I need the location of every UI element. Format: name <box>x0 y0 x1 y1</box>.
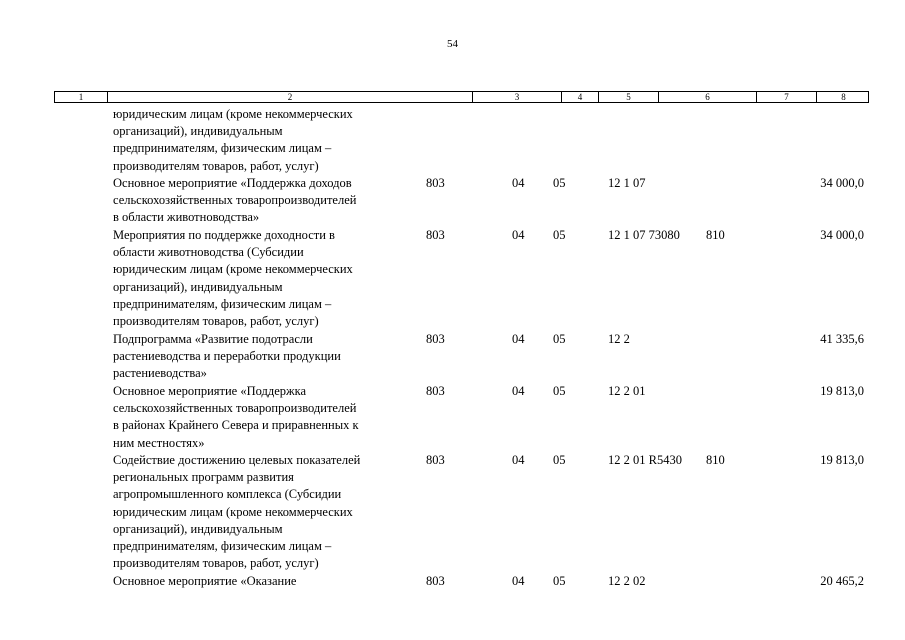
row-col-7: 810 <box>706 228 725 242</box>
row-col-4: 04 <box>512 574 525 588</box>
row-col-5: 05 <box>553 176 566 190</box>
row-col-5: 05 <box>553 384 566 398</box>
row-col-6: 12 1 07 73080 <box>608 228 680 242</box>
header-col-5: 5 <box>599 92 659 102</box>
row-col-8: 19 813,0 <box>820 453 864 467</box>
row-description: Содействие достижению целевых показателей региональных программ развития агропромышленного комплекса (Субсидии юридическим лицам (кроме некоммерческих организаций), индивидуальным предпринимателям, физическим лицам – производителям товаров, работ, услуг) <box>113 453 361 571</box>
row-col-4: 04 <box>512 332 525 346</box>
row-col-8: 41 335,6 <box>820 332 864 346</box>
header-col-6: 6 <box>659 92 757 102</box>
row-description: Основное мероприятие «Поддержка сельскохозяйственных товаропроизводителей в районах Крайнего Севера и приравненных к ним местностях» <box>113 384 359 450</box>
row-col-4: 04 <box>512 176 525 190</box>
row-col-5: 05 <box>553 228 566 242</box>
row-col-3: 803 <box>426 176 445 190</box>
row-col-6: 12 1 07 <box>608 176 646 190</box>
row-col-3: 803 <box>426 332 445 346</box>
page-number: 54 <box>447 38 458 50</box>
row-col-8: 34 000,0 <box>820 228 864 242</box>
row-description: Основное мероприятие «Оказание <box>113 574 297 588</box>
row-col-4: 04 <box>512 384 525 398</box>
row-description: Основное мероприятие «Поддержка доходов сельскохозяйственных товаропроизводителей в области животноводства» <box>113 176 357 225</box>
row-col-7: 810 <box>706 453 725 467</box>
row-col-5: 05 <box>553 332 566 346</box>
row-col-8: 20 465,2 <box>820 574 864 588</box>
header-col-7: 7 <box>757 92 817 102</box>
header-col-4: 4 <box>562 92 599 102</box>
row-col-6: 12 2 01 R5430 <box>608 453 682 467</box>
row-col-6: 12 2 02 <box>608 574 646 588</box>
row-description: Подпрограмма «Развитие подотрасли растениеводства и переработки продукции растениеводства» <box>113 332 341 381</box>
row-col-8: 34 000,0 <box>820 176 864 190</box>
header-col-8: 8 <box>841 92 846 102</box>
row-description: юридическим лицам (кроме некоммерческих организаций), индивидуальным предпринимателям, физическим лицам – производителям товаров, работ, услуг) <box>113 107 353 173</box>
row-col-4: 04 <box>512 228 525 242</box>
row-col-3: 803 <box>426 384 445 398</box>
row-col-5: 05 <box>553 453 566 467</box>
row-col-3: 803 <box>426 228 445 242</box>
row-col-8: 19 813,0 <box>820 384 864 398</box>
header-col-2: 2 <box>108 92 473 102</box>
header-col-3: 3 <box>473 92 562 102</box>
row-col-5: 05 <box>553 574 566 588</box>
row-col-6: 12 2 01 <box>608 384 646 398</box>
row-col-4: 04 <box>512 453 525 467</box>
header-col-1: 1 <box>55 92 108 102</box>
row-col-3: 803 <box>426 574 445 588</box>
table-header-row <box>54 91 869 103</box>
row-description: Мероприятия по поддержке доходности в области животноводства (Субсидии юридическим лицам (кроме некоммерческих организаций), индивидуальным предпринимателям, физическим лицам – производителям товаров, работ, услуг) <box>113 228 353 329</box>
row-col-3: 803 <box>426 453 445 467</box>
row-col-6: 12 2 <box>608 332 630 346</box>
